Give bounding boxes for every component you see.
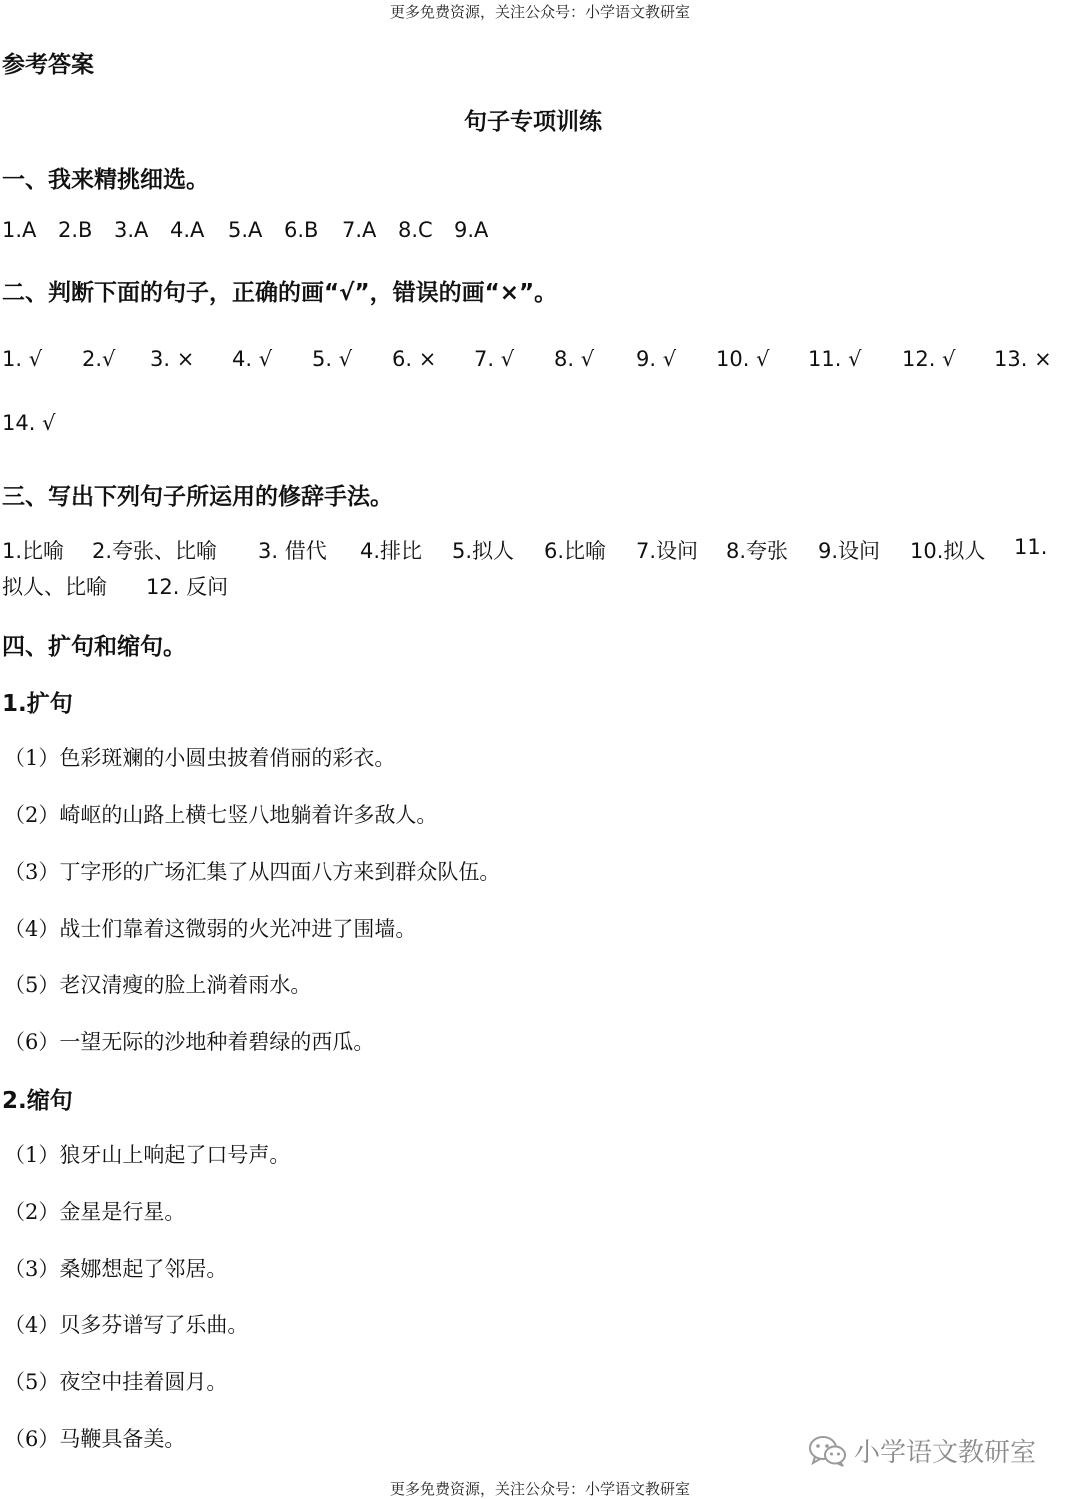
answer-key-heading: 参考答案 <box>2 52 94 78</box>
page-title: 句子专项训练 <box>464 109 602 135</box>
section-four-heading: 四、扩句和缩句。 <box>2 634 186 660</box>
shrink-item: （3）桑娜想起了邻居。 <box>4 1257 228 1281</box>
rhetoric-item: 4.排比 <box>360 539 423 563</box>
judgement-item: 2.√ <box>82 347 116 371</box>
rhetoric-item: 1.比喻 <box>2 539 65 563</box>
section-two-answers <box>2 347 1072 377</box>
rhetoric-item: 6.比喻 <box>544 539 607 563</box>
rhetoric-item: 拟人、比喻 <box>2 575 107 599</box>
rhetoric-item: 12. 反问 <box>146 575 229 599</box>
section-one-heading: 一、我来精挑细选。 <box>2 167 209 193</box>
judgement-item: 11. √ <box>808 347 862 371</box>
judgement-item: 6. × <box>392 347 437 371</box>
footer-note: 更多免费资源，关注公众号：小学语文教研室 <box>389 1480 690 1498</box>
section-three-answers <box>2 535 1072 565</box>
section-three-heading: 三、写出下列句子所运用的修辞手法。 <box>2 484 393 510</box>
rhetoric-item: 2.夸张、比喻 <box>92 539 218 563</box>
section-two-answers-line2 <box>2 411 202 441</box>
expand-heading: 1.扩句 <box>2 691 73 717</box>
expand-item: （4）战士们靠着这微弱的火光冲进了围墙。 <box>4 917 417 941</box>
shrink-item: （4）贝多芬谱写了乐曲。 <box>4 1313 249 1337</box>
rhetoric-item: 5.拟人 <box>452 539 515 563</box>
judgement-item: 12. √ <box>902 347 956 371</box>
rhetoric-item: 8.夸张 <box>726 539 789 563</box>
shrink-item: （6）马鞭具备美。 <box>4 1427 186 1451</box>
header-note: 更多免费资源，关注公众号：小学语文教研室 <box>389 3 690 21</box>
section-two-heading: 二、判断下面的句子，正确的画“√”，错误的画“×”。 <box>2 280 558 306</box>
judgement-item: 4. √ <box>232 347 273 371</box>
answer-item: 1.A <box>2 218 37 242</box>
judgement-item: 7. √ <box>474 347 515 371</box>
shrink-item: （5）夜空中挂着圆月。 <box>4 1370 228 1394</box>
shrink-item: （2）金星是行星。 <box>4 1200 186 1224</box>
rhetoric-item: 3. 借代 <box>258 539 327 563</box>
answer-item: 6.B <box>284 218 319 242</box>
rhetoric-item: 7.设问 <box>636 539 699 563</box>
expand-item: （5）老汉清瘦的脸上淌着雨水。 <box>4 973 312 997</box>
rhetoric-item: 11. <box>1014 535 1048 559</box>
answer-item: 9.A <box>454 218 489 242</box>
expand-item: （1）色彩斑斓的小圆虫披着俏丽的彩衣。 <box>4 746 396 770</box>
answer-item: 4.A <box>170 218 205 242</box>
answer-item: 7.A <box>342 218 377 242</box>
answer-item: 3.A <box>114 218 149 242</box>
shrink-item: （1）狼牙山上响起了口号声。 <box>4 1143 291 1167</box>
answer-item: 5.A <box>228 218 263 242</box>
shrink-heading: 2.缩句 <box>2 1088 73 1114</box>
judgement-item: 5. √ <box>312 347 353 371</box>
judgement-item: 9. √ <box>636 347 677 371</box>
expand-item: （2）崎岖的山路上横七竖八地躺着许多敌人。 <box>4 803 438 827</box>
judgement-item: 3. × <box>150 347 195 371</box>
expand-item: （6）一望无际的沙地种着碧绿的西瓜。 <box>4 1030 375 1054</box>
wechat-icon <box>808 1434 848 1468</box>
rhetoric-item: 10.拟人 <box>910 539 986 563</box>
answer-item: 2.B <box>58 218 93 242</box>
judgement-item: 14. √ <box>2 411 56 435</box>
judgement-item: 10. √ <box>716 347 770 371</box>
section-three-answers-line2 <box>2 571 402 601</box>
section-one-answers <box>2 218 522 248</box>
watermark-text: 小学语文教研室 <box>854 1438 1037 1468</box>
watermark <box>808 1432 1036 1469</box>
answer-item: 8.C <box>398 218 433 242</box>
judgement-item: 1. √ <box>2 347 43 371</box>
judgement-item: 8. √ <box>554 347 595 371</box>
judgement-item: 13. × <box>994 347 1052 371</box>
rhetoric-item: 9.设问 <box>818 539 881 563</box>
expand-item: （3）丁字形的广场汇集了从四面八方来到群众队伍。 <box>4 860 501 884</box>
